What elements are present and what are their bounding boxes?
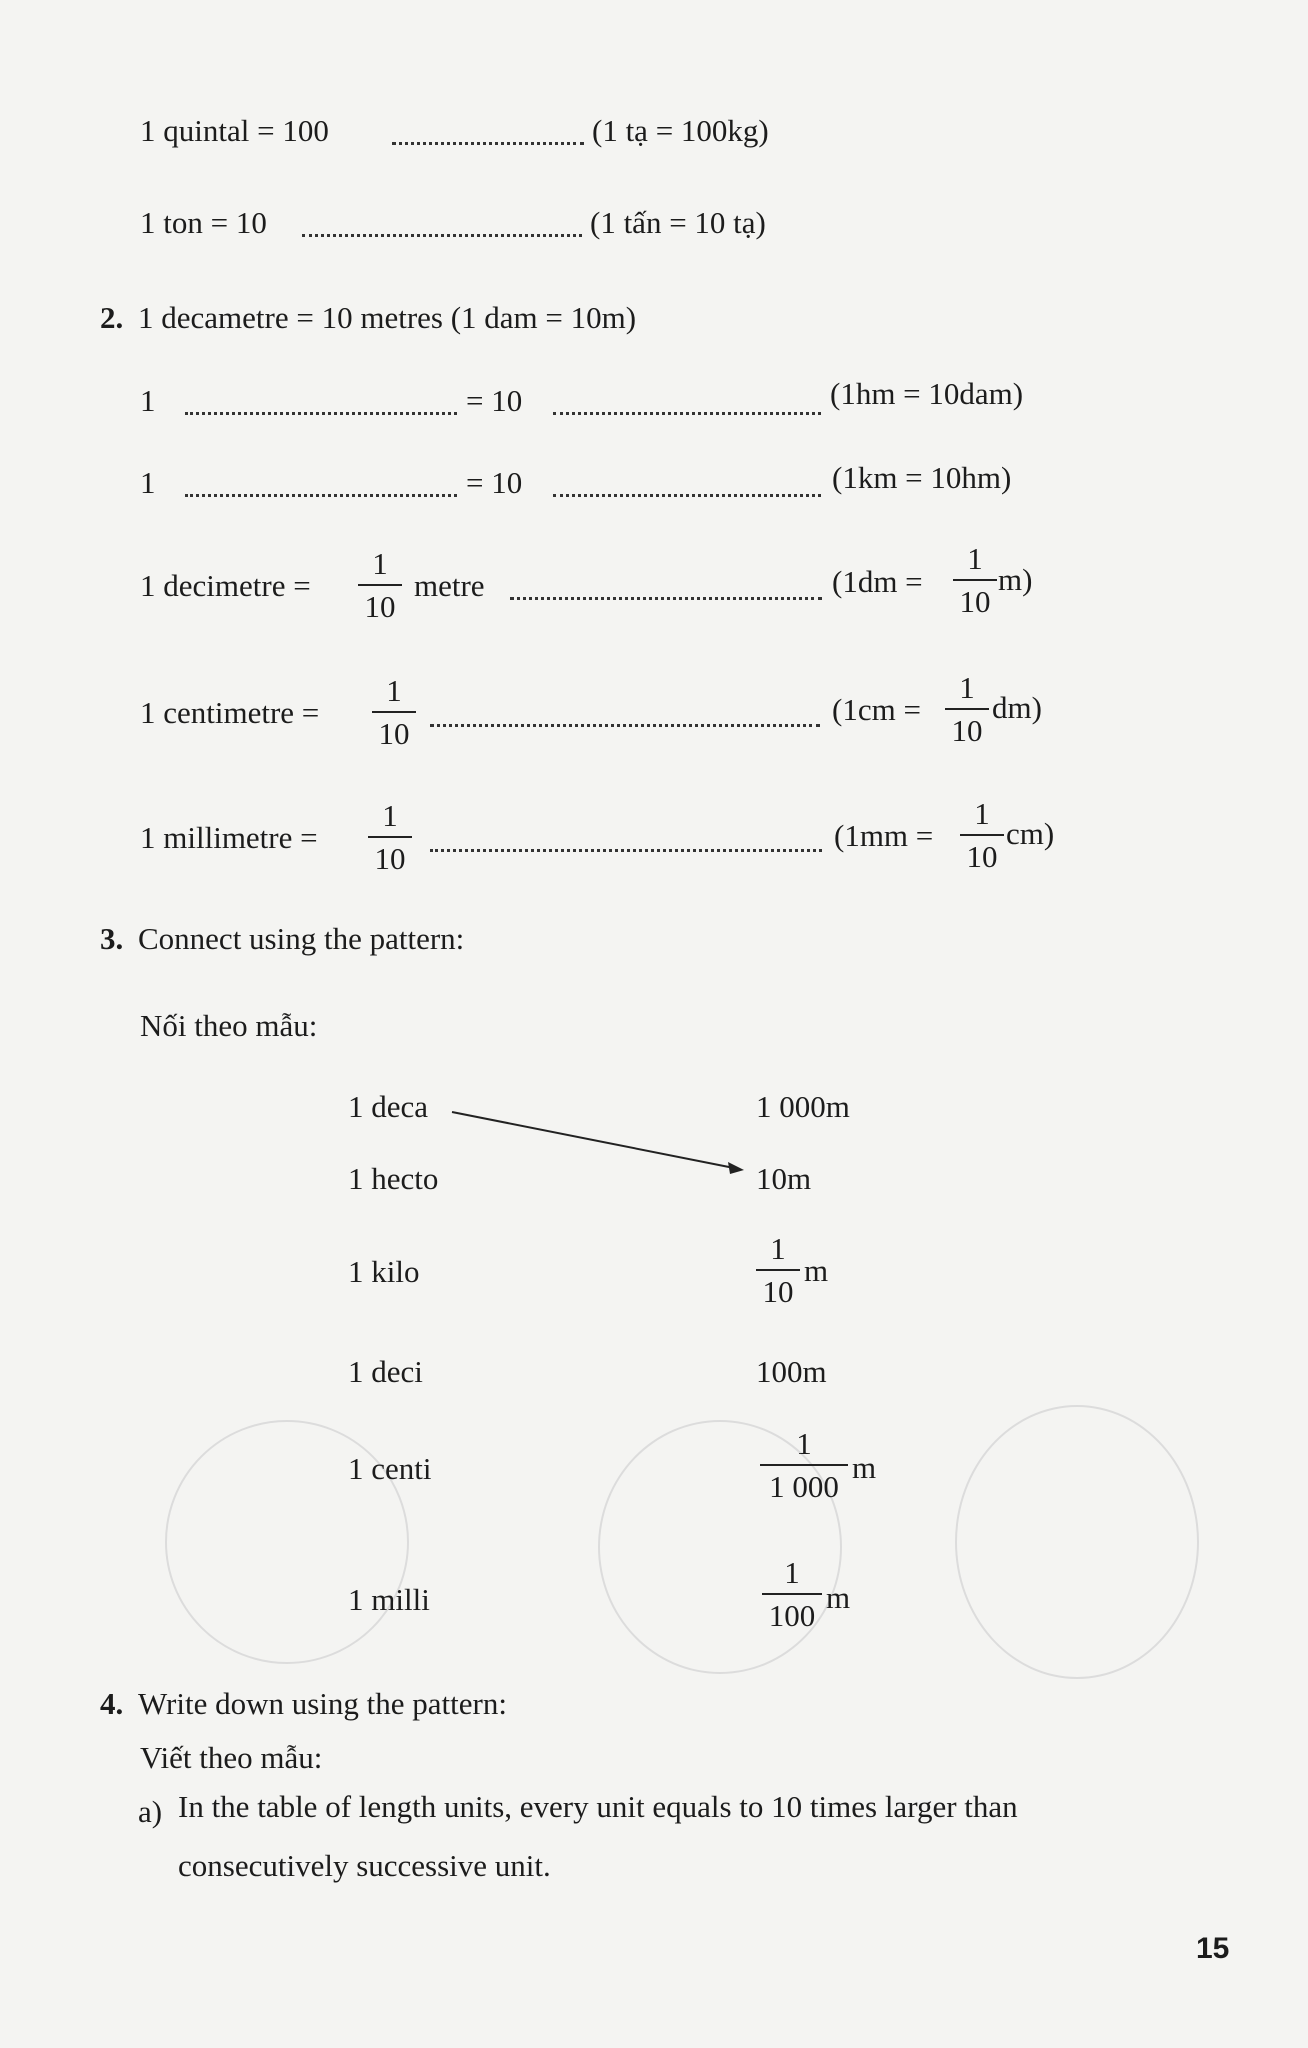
row-dm-lhs: 1 decimetre = xyxy=(140,568,311,603)
answer-blank[interactable] xyxy=(302,234,582,237)
value-one-thousandth-m: 1 1 000 xyxy=(760,1428,848,1502)
answer-blank[interactable] xyxy=(185,494,457,497)
row-dm-rhs-open: (1dm = xyxy=(832,564,923,599)
fraction-one-tenth: 1 10 xyxy=(960,798,1004,872)
value-10m: 10m xyxy=(756,1161,812,1196)
section-4-number: 4. xyxy=(100,1686,124,1721)
answer-blank[interactable] xyxy=(185,412,457,415)
item-a-line1: In the table of length units, every unit equals to 10 times larger than xyxy=(178,1789,1018,1824)
connector-line xyxy=(452,1112,734,1168)
row-km-rhs: (1km = 10hm) xyxy=(832,460,1012,495)
quintal-lhs: 1 quintal = 100 xyxy=(140,113,329,148)
fraction-one-tenth: 1 10 xyxy=(372,675,416,749)
section-4-subheading: Viết theo mẫu: xyxy=(140,1740,323,1775)
section-4-heading: Write down using the pattern: xyxy=(138,1686,507,1721)
prefix-centi: 1 centi xyxy=(348,1451,432,1486)
quintal-rhs: (1 tạ = 100kg) xyxy=(592,113,769,148)
show-through-circle xyxy=(955,1405,1199,1679)
item-a-label: a) xyxy=(138,1794,163,1829)
prefix-hecto: 1 hecto xyxy=(348,1161,439,1196)
section-3-number: 3. xyxy=(100,921,124,956)
prefix-deca: 1 deca xyxy=(348,1089,429,1124)
item-a-line2: consecutively successive unit. xyxy=(178,1848,551,1883)
row-dm-rhs-close: m) xyxy=(998,562,1033,597)
fraction-one-tenth: 1 10 xyxy=(368,800,412,874)
section-2-heading: 1 decametre = 10 metres (1 dam = 10m) xyxy=(138,300,637,335)
value-one-hundredth-m: 1 100 xyxy=(762,1557,822,1631)
page-number: 15 xyxy=(1196,1932,1230,1965)
answer-blank[interactable] xyxy=(430,849,822,852)
section-3-heading: Connect using the pattern: xyxy=(138,921,465,956)
value-one-tenth-m: 1 10 xyxy=(756,1233,800,1307)
ton-rhs: (1 tấn = 10 tạ) xyxy=(590,205,766,240)
answer-blank[interactable] xyxy=(430,724,820,727)
answer-blank[interactable] xyxy=(510,597,822,600)
row-km-lhs: 1 xyxy=(140,465,156,500)
row-cm-lhs: 1 centimetre = xyxy=(140,695,320,730)
value-unit: m xyxy=(804,1253,829,1288)
fraction-one-tenth: 1 10 xyxy=(953,543,997,617)
prefix-milli: 1 milli xyxy=(348,1582,430,1617)
row-mm-lhs: 1 millimetre = xyxy=(140,820,318,855)
arrowhead xyxy=(728,1162,744,1174)
row-hm-lhs: 1 xyxy=(140,383,156,418)
row-mm-rhs-close: cm) xyxy=(1006,816,1055,851)
ton-lhs: 1 ton = 10 xyxy=(140,205,267,240)
row-hm-rhs: (1hm = 10dam) xyxy=(830,376,1024,411)
fraction-one-tenth: 1 10 xyxy=(358,548,402,622)
prefix-kilo: 1 kilo xyxy=(348,1254,420,1289)
value-unit: m xyxy=(826,1580,851,1615)
row-km-mid: = 10 xyxy=(466,465,523,500)
section-3-subheading: Nối theo mẫu: xyxy=(140,1008,318,1043)
value-1000m: 1 000m xyxy=(756,1089,850,1124)
fraction-one-tenth: 1 10 xyxy=(945,672,989,746)
row-cm-rhs-open: (1cm = xyxy=(832,692,921,727)
row-mm-rhs-open: (1mm = xyxy=(834,818,934,853)
section-2-number: 2. xyxy=(100,300,124,335)
answer-blank[interactable] xyxy=(553,412,821,415)
answer-blank[interactable] xyxy=(553,494,821,497)
row-dm-unit: metre xyxy=(414,568,485,603)
value-unit: m xyxy=(852,1450,877,1485)
row-hm-mid: = 10 xyxy=(466,383,523,418)
row-cm-rhs-close: dm) xyxy=(992,690,1042,725)
value-100m: 100m xyxy=(756,1354,827,1389)
prefix-deci: 1 deci xyxy=(348,1354,423,1389)
answer-blank[interactable] xyxy=(392,142,584,145)
